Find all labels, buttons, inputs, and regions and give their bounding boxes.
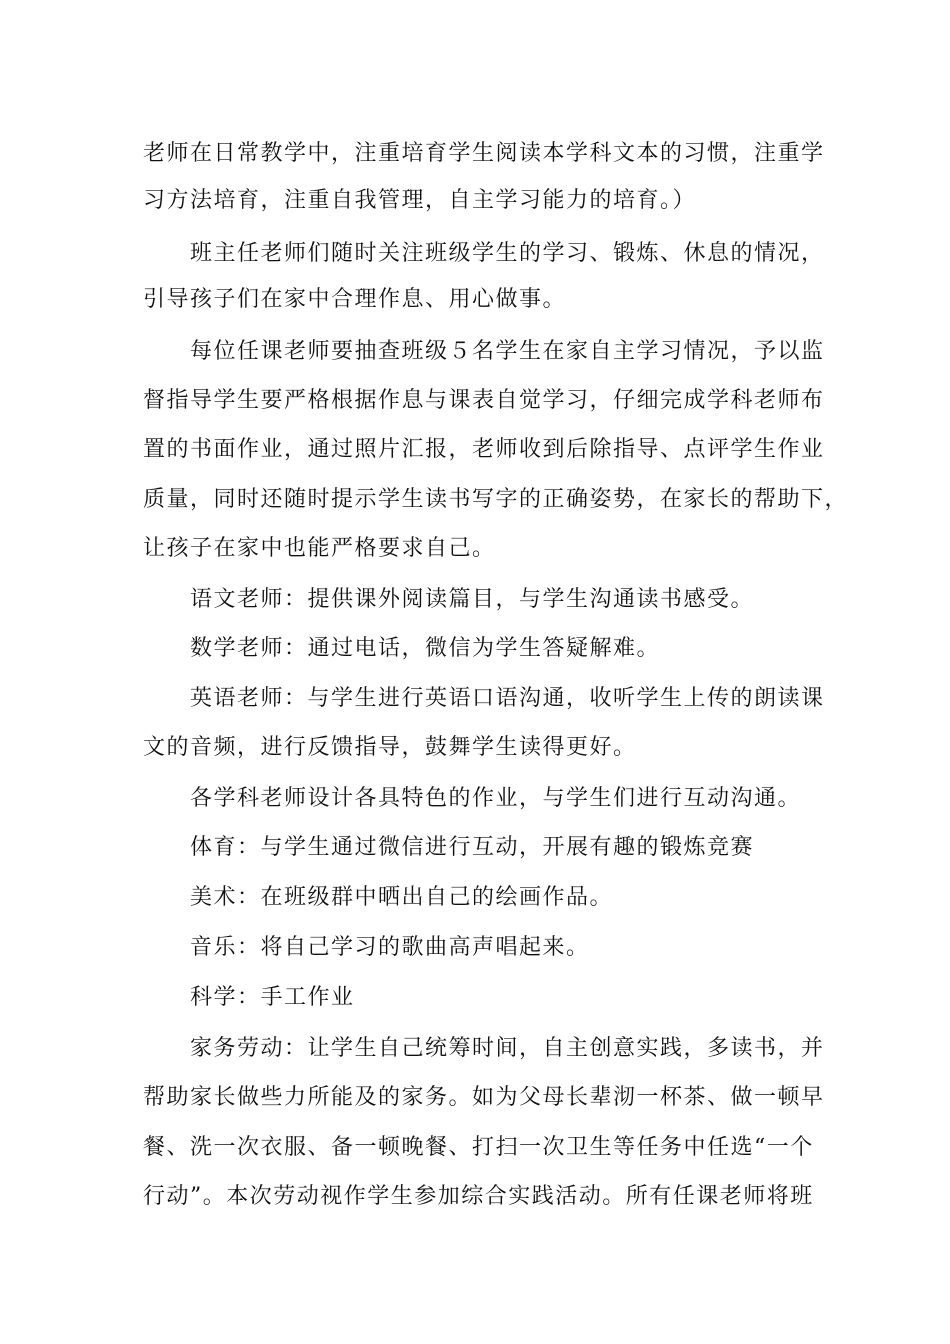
text-line: 引导孩子们在家中合理作息、用心做事。 [143,287,567,312]
text-line: 班主任老师们随时关注班级学生的学习、锻炼、休息的情况， [190,241,825,266]
text-line: 行动”。本次劳动视作学生参加综合实践活动。所有任课老师将班 [143,1184,814,1209]
text-line: 每位任课老师要抽查班级５名学生在家自主学习情况，予以监 [190,339,825,364]
text-line: 英语老师：与学生进行英语口语沟通，收听学生上传的朗读课 [190,686,825,711]
text-line: 帮助家长做些力所能及的家务。如为父母长辈沏一杯茶、做一顿早 [143,1085,825,1110]
text-line: 体育：与学生通过微信进行互动，开展有趣的锻炼竞赛 [190,835,755,860]
text-line: 质量，同时还随时提示学生读书写字的正确姿势，在家长的帮助下， [143,487,849,512]
text-line: 科学：手工作业 [190,985,355,1010]
text-line: 数学老师：通过电话，微信为学生答疑解难。 [190,636,661,661]
text-line: 美术：在班级群中晒出自己的绘画作品。 [190,885,614,910]
text-line: 音乐：将自己学习的歌曲高声唱起来。 [190,935,590,960]
text-line: 督指导学生要严格根据作息与课表自觉学习，仔细完成学科老师布 [143,388,825,413]
text-line: 家务劳动：让学生自己统筹时间，自主创意实践，多读书，并 [190,1036,825,1061]
text-line: 老师在日常教学中，注重培育学生阅读本学科文本的习惯，注重学 [143,141,825,166]
text-line: 各学科老师设计各具特色的作业，与学生们进行互动沟通。 [190,786,802,811]
text-line: 置的书面作业，通过照片汇报，老师收到后除指导、点评学生作业 [143,437,825,462]
text-line: 习方法培育，注重自我管理，自主学习能力的培育。） [143,188,697,213]
text-line: 餐、洗一次衣服、备一顿晚餐、打扫一次卫生等任务中任选“一个 [143,1135,814,1160]
text-line: 语文老师：提供课外阅读篇目，与学生沟通读书感受。 [190,587,755,612]
text-line: 让孩子在家中也能严格要求自己。 [143,536,496,561]
text-line: 文的音频，进行反馈指导，鼓舞学生读得更好。 [143,735,637,760]
